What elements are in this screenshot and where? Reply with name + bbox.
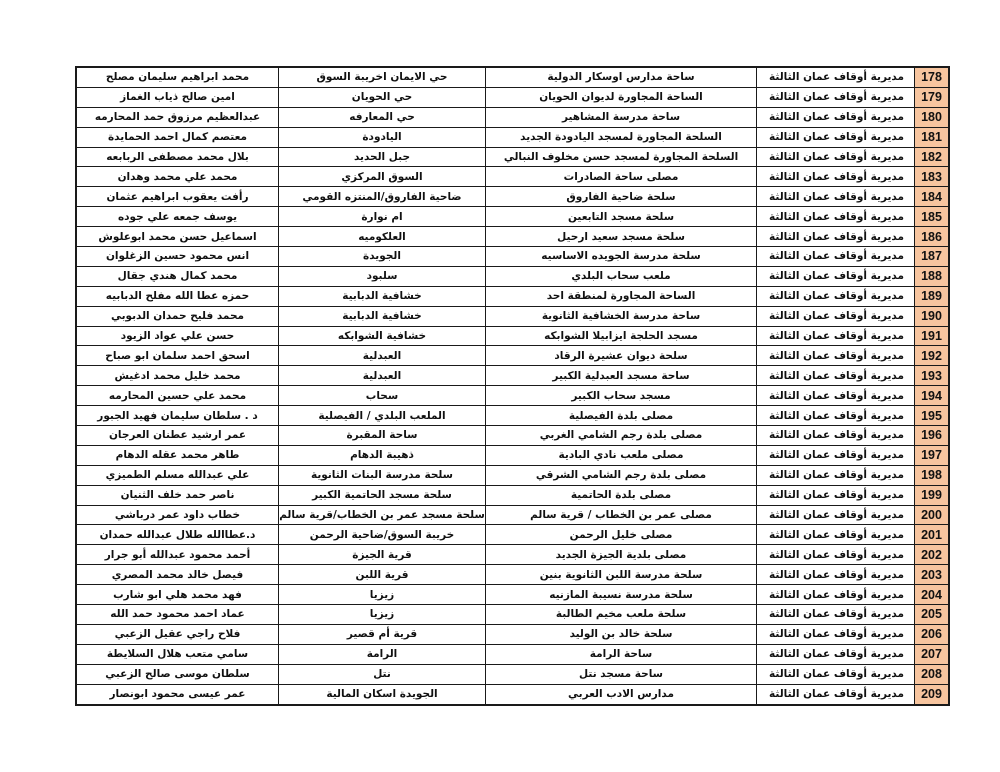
directorate-cell: مديرية أوقاف عمان الثالثة [757, 346, 915, 366]
prayer-site-cell: مدارس الادب العربي [486, 684, 757, 704]
imam-name-cell: حمزه عطا الله مفلح الدبابيه [76, 286, 279, 306]
imam-name-cell: أحمد محمود عبدالله أبو جرار [76, 545, 279, 565]
table-row [76, 346, 949, 366]
imam-name-cell: عماد احمد محمود حمد الله [76, 605, 279, 625]
directorate-cell: مديرية أوقاف عمان الثالثة [757, 605, 915, 625]
imam-name-cell: فلاح راجي عقيل الزعبي [76, 624, 279, 644]
imam-name-cell: محمد علي حسين المحارمه [76, 386, 279, 406]
area-cell: ساحة المقبرة [279, 426, 486, 446]
table-row [76, 605, 949, 625]
table-row [76, 525, 949, 545]
prayer-site-cell: سلحة ديوان عشيرة الرقاد [486, 346, 757, 366]
imam-name-cell: محمد ابراهيم سليمان مصلح [76, 67, 279, 87]
row-number: 180 [915, 107, 950, 127]
prayer-site-cell: سلحة ضاحية الفاروق [486, 187, 757, 207]
table-row [76, 624, 949, 644]
row-number: 198 [915, 465, 950, 485]
row-number: 190 [915, 306, 950, 326]
directorate-cell: مديرية أوقاف عمان الثالثة [757, 505, 915, 525]
area-cell: حي الايمان اخريبة السوق [279, 67, 486, 87]
directorate-cell: مديرية أوقاف عمان الثالثة [757, 107, 915, 127]
table-row [76, 565, 949, 585]
area-cell: الرامة [279, 644, 486, 664]
table-row [76, 167, 949, 187]
row-number: 197 [915, 445, 950, 465]
table-row [76, 306, 949, 326]
area-cell: الجويدة اسكان المالية [279, 684, 486, 704]
prayer-site-cell: سلحة مدرسة اللبن الثانوية بنين [486, 565, 757, 585]
directorate-cell: مديرية أوقاف عمان الثالثة [757, 525, 915, 545]
directorate-cell: مديرية أوقاف عمان الثالثة [757, 247, 915, 267]
prayer-site-cell: مصلى ملعب نادي البادية [486, 445, 757, 465]
prayer-site-cell: سلحة خالد بن الوليد [486, 624, 757, 644]
prayer-site-cell: ساحة مسجد نتل [486, 664, 757, 684]
table-row [76, 485, 949, 505]
table-row [76, 147, 949, 167]
table-row [76, 545, 949, 565]
imam-name-cell: يوسف جمعه علي جوده [76, 207, 279, 227]
imam-name-cell: ناصر حمد خلف الثنيان [76, 485, 279, 505]
area-cell: حي الحويان [279, 87, 486, 107]
area-cell: ام نوارة [279, 207, 486, 227]
area-cell: حي المعارفه [279, 107, 486, 127]
row-number: 185 [915, 207, 950, 227]
area-cell: نتل [279, 664, 486, 684]
prayer-site-cell: مصلى بلدة الفيصلية [486, 406, 757, 426]
directorate-cell: مديرية أوقاف عمان الثالثة [757, 207, 915, 227]
area-cell: الملعب البلدي / الفيصلية [279, 406, 486, 426]
area-cell: خشافية الشوابكه [279, 326, 486, 346]
table-row [76, 127, 949, 147]
prayer-site-cell: السلحة المجاورة لمسجد اليادودة الجديد [486, 127, 757, 147]
imam-name-cell: رأفت يعقوب ابراهيم عثمان [76, 187, 279, 207]
table-row [76, 207, 949, 227]
table-row [76, 386, 949, 406]
table-row [76, 366, 949, 386]
imam-name-cell: سامي متعب هلال السلايطة [76, 644, 279, 664]
row-number: 206 [915, 624, 950, 644]
imam-name-cell: معتصم كمال احمد الحمايدة [76, 127, 279, 147]
directorate-cell: مديرية أوقاف عمان الثالثة [757, 406, 915, 426]
directorate-cell: مديرية أوقاف عمان الثالثة [757, 127, 915, 147]
directorate-cell: مديرية أوقاف عمان الثالثة [757, 366, 915, 386]
row-number: 182 [915, 147, 950, 167]
imam-name-cell: طاهر محمد عقله الدهام [76, 445, 279, 465]
table-row [76, 266, 949, 286]
directorate-cell: مديرية أوقاف عمان الثالثة [757, 87, 915, 107]
area-cell: جبل الحديد [279, 147, 486, 167]
area-cell: ضاحية الفاروق/المنتزه القومي [279, 187, 486, 207]
row-number: 201 [915, 525, 950, 545]
imam-name-cell: عمر عيسى محمود ابونصار [76, 684, 279, 704]
row-number: 189 [915, 286, 950, 306]
imam-name-cell: اسحق احمد سلمان ابو صباح [76, 346, 279, 366]
row-number: 183 [915, 167, 950, 187]
row-number: 193 [915, 366, 950, 386]
table-row [76, 684, 949, 704]
directorate-cell: مديرية أوقاف عمان الثالثة [757, 545, 915, 565]
row-number: 178 [915, 67, 950, 87]
directorate-cell: مديرية أوقاف عمان الثالثة [757, 67, 915, 87]
directorate-cell: مديرية أوقاف عمان الثالثة [757, 147, 915, 167]
area-cell: سحاب [279, 386, 486, 406]
row-number: 200 [915, 505, 950, 525]
imam-name-cell: اسماعيل حسن محمد ابوعلوش [76, 227, 279, 247]
prayer-site-cell: السلحة المجاورة لمسجد حسن مخلوف النبالي [486, 147, 757, 167]
area-cell: العبدلية [279, 366, 486, 386]
imam-name-cell: محمد خليل محمد ادغيش [76, 366, 279, 386]
prayer-site-cell: ساحة مدارس اوسكار الدولية [486, 67, 757, 87]
prayer-site-cell: ساحة مسجد العبدلية الكبير [486, 366, 757, 386]
table-row [76, 585, 949, 605]
table-row [76, 326, 949, 346]
table-row [76, 187, 949, 207]
table-row [76, 465, 949, 485]
row-number: 207 [915, 644, 950, 664]
imam-name-cell: د . سلطان سليمان فهيد الجبور [76, 406, 279, 426]
prayer-site-cell: الساحة المجاورة لمنطقة احد [486, 286, 757, 306]
directorate-cell: مديرية أوقاف عمان الثالثة [757, 266, 915, 286]
imam-name-cell: فيصل خالد محمد المصري [76, 565, 279, 585]
imam-name-cell: انس محمود حسين الزغلوان [76, 247, 279, 267]
area-cell: سلحة مدرسة البنات الثانوية [279, 465, 486, 485]
imam-name-cell: د.عطاالله طلال عبدالله حمدان [76, 525, 279, 545]
directorate-cell: مديرية أوقاف عمان الثالثة [757, 167, 915, 187]
document-sheet [75, 66, 942, 706]
directorate-cell: مديرية أوقاف عمان الثالثة [757, 445, 915, 465]
prayer-site-cell: سلحة مدرسة نسيبة المازنيه [486, 585, 757, 605]
area-cell: خريبة السوق/ضاحية الرحمن [279, 525, 486, 545]
area-cell: العلكوميه [279, 227, 486, 247]
area-cell: زيزيا [279, 585, 486, 605]
directorate-cell: مديرية أوقاف عمان الثالثة [757, 326, 915, 346]
table-row [76, 505, 949, 525]
table-row [76, 426, 949, 446]
row-number: 192 [915, 346, 950, 366]
row-number: 179 [915, 87, 950, 107]
row-number: 203 [915, 565, 950, 585]
imam-name-cell: سلطان موسى صالح الزعبي [76, 664, 279, 684]
table-row [76, 445, 949, 465]
area-cell: زيزيا [279, 605, 486, 625]
directorate-cell: مديرية أوقاف عمان الثالثة [757, 227, 915, 247]
prayer-site-cell: مصلى خليل الرحمن [486, 525, 757, 545]
row-number: 191 [915, 326, 950, 346]
area-cell: الجويدة [279, 247, 486, 267]
row-number: 184 [915, 187, 950, 207]
imam-name-cell: حسن علي عواد الزيود [76, 326, 279, 346]
area-cell: قرية أم قصير [279, 624, 486, 644]
table-row [76, 644, 949, 664]
row-number: 186 [915, 227, 950, 247]
row-number: 188 [915, 266, 950, 286]
prayer-site-cell: مصلى عمر بن الخطاب / قرية سالم [486, 505, 757, 525]
prayer-site-cell: ساحة الرامة [486, 644, 757, 664]
directorate-cell: مديرية أوقاف عمان الثالثة [757, 644, 915, 664]
prayer-site-cell: مصلى بلدية الجيزة الجديد [486, 545, 757, 565]
directorate-cell: مديرية أوقاف عمان الثالثة [757, 286, 915, 306]
prayer-site-cell: ملعب سحاب البلدي [486, 266, 757, 286]
area-cell: قرية الجيزة [279, 545, 486, 565]
prayer-site-cell: ساحة مدرسة المشاهير [486, 107, 757, 127]
imam-name-cell: محمد علي محمد وهدان [76, 167, 279, 187]
imam-name-cell: بلال محمد مصطفى الربابعه [76, 147, 279, 167]
row-number: 196 [915, 426, 950, 446]
prayer-site-cell: مسجد الحلجة ايزابيلا الشوابكه [486, 326, 757, 346]
directorate-cell: مديرية أوقاف عمان الثالثة [757, 565, 915, 585]
area-cell: سلحة مسجد عمر بن الخطاب/قرية سالم [279, 505, 486, 525]
directorate-cell: مديرية أوقاف عمان الثالثة [757, 664, 915, 684]
area-cell: اليادودة [279, 127, 486, 147]
directorate-cell: مديرية أوقاف عمان الثالثة [757, 684, 915, 704]
prayer-site-cell: مصلى ساحة الصادرات [486, 167, 757, 187]
imam-name-cell: فهد محمد هلي ابو شارب [76, 585, 279, 605]
prayer-site-cell: سلحة ملعب مخيم الطالبة [486, 605, 757, 625]
area-cell: خشافية الدبابية [279, 306, 486, 326]
directorate-cell: مديرية أوقاف عمان الثالثة [757, 585, 915, 605]
imam-name-cell: خطاب داود عمر درباشي [76, 505, 279, 525]
row-number: 187 [915, 247, 950, 267]
prayer-site-cell: مصلى بلدة رجم الشامي الشرقي [486, 465, 757, 485]
prayer-site-cell: سلحة مسجد التابعين [486, 207, 757, 227]
table-row [76, 247, 949, 267]
table-row [76, 87, 949, 107]
table-body [76, 67, 949, 705]
area-cell: ذهيبة الدهام [279, 445, 486, 465]
directorate-cell: مديرية أوقاف عمان الثالثة [757, 306, 915, 326]
row-number: 209 [915, 684, 950, 704]
imam-name-cell: محمد فليح حمدان الدبوبي [76, 306, 279, 326]
area-cell: سلبود [279, 266, 486, 286]
table-row [76, 67, 949, 87]
row-number: 195 [915, 406, 950, 426]
area-cell: السوق المركزي [279, 167, 486, 187]
row-number: 204 [915, 585, 950, 605]
imam-name-cell: عمر ارشيد عطنان العرجان [76, 426, 279, 446]
prayer-site-cell: الساحة المجاورة لديوان الحويان [486, 87, 757, 107]
area-cell: قرية اللبن [279, 565, 486, 585]
row-number: 194 [915, 386, 950, 406]
table-row [76, 406, 949, 426]
directorate-cell: مديرية أوقاف عمان الثالثة [757, 465, 915, 485]
row-number: 202 [915, 545, 950, 565]
imam-name-cell: عبدالعظيم مرزوق حمد المحارمه [76, 107, 279, 127]
row-number: 181 [915, 127, 950, 147]
prayer-site-cell: مصلى بلدة الحاتمية [486, 485, 757, 505]
eid-prayer-sites-table [75, 66, 950, 706]
table-row [76, 664, 949, 684]
table-row [76, 107, 949, 127]
table-row [76, 227, 949, 247]
area-cell: خشافية الدبابية [279, 286, 486, 306]
prayer-site-cell: سلحة مسجد سعيد ارحيل [486, 227, 757, 247]
prayer-site-cell: مسجد سحاب الكبير [486, 386, 757, 406]
area-cell: سلحة مسجد الحاتمية الكبير [279, 485, 486, 505]
directorate-cell: مديرية أوقاف عمان الثالثة [757, 426, 915, 446]
directorate-cell: مديرية أوقاف عمان الثالثة [757, 485, 915, 505]
directorate-cell: مديرية أوقاف عمان الثالثة [757, 386, 915, 406]
imam-name-cell: امين صالح ذياب الغماز [76, 87, 279, 107]
prayer-site-cell: مصلى بلدة رجم الشامي الغربي [486, 426, 757, 446]
area-cell: العبدلية [279, 346, 486, 366]
directorate-cell: مديرية أوقاف عمان الثالثة [757, 187, 915, 207]
prayer-site-cell: سلحة مدرسة الجويده الاساسيه [486, 247, 757, 267]
table-row [76, 286, 949, 306]
directorate-cell: مديرية أوقاف عمان الثالثة [757, 624, 915, 644]
prayer-site-cell: ساحة مدرسة الخشافية الثانوية [486, 306, 757, 326]
imam-name-cell: علي عبدالله مسلم الطميزي [76, 465, 279, 485]
imam-name-cell: محمد كمال هندي جقال [76, 266, 279, 286]
row-number: 199 [915, 485, 950, 505]
row-number: 205 [915, 605, 950, 625]
row-number: 208 [915, 664, 950, 684]
